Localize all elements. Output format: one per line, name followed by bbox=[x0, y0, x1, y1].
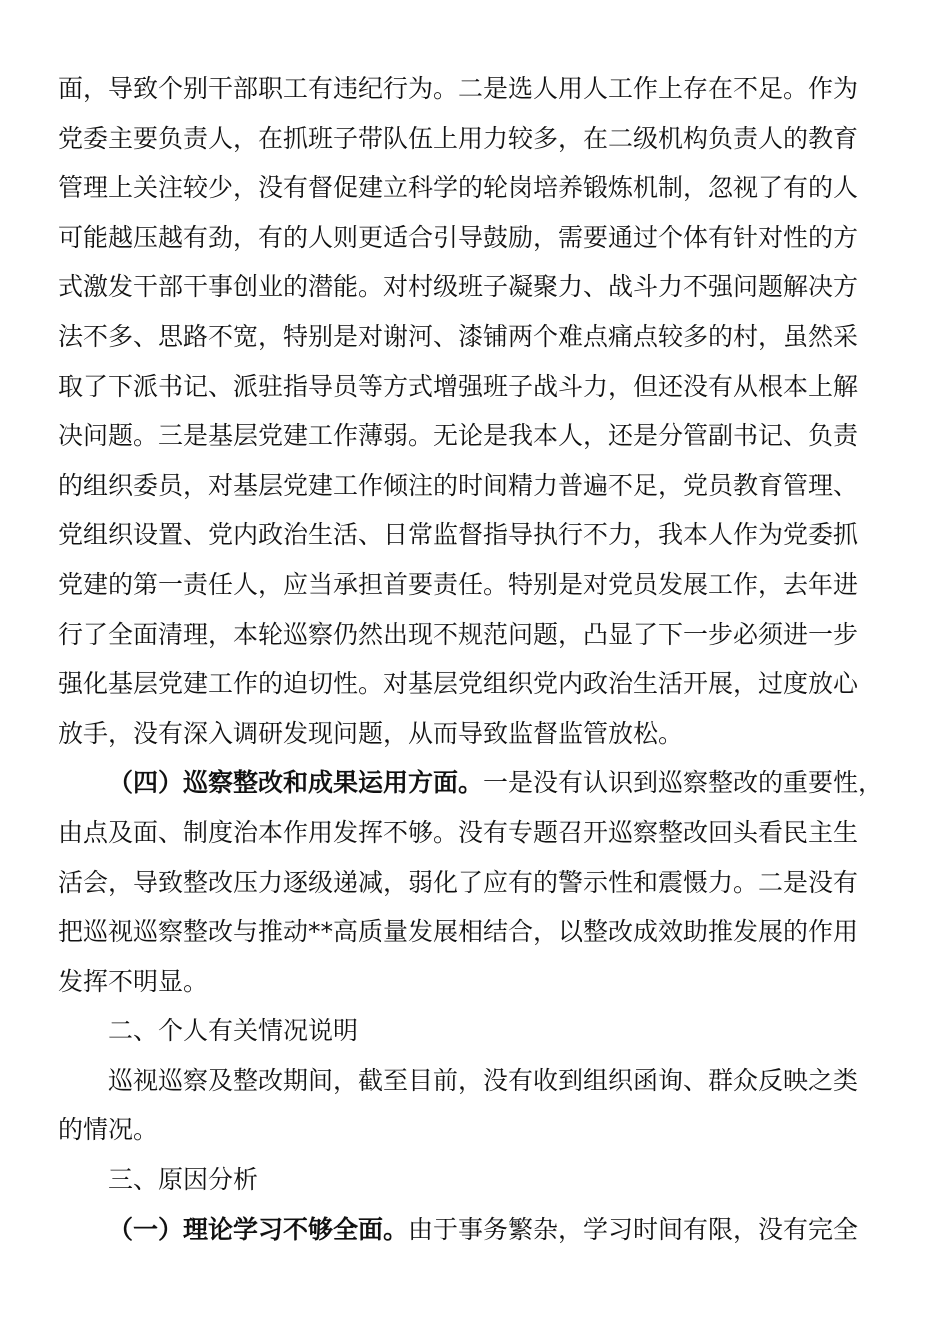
paragraph-line: 的情况。 bbox=[58, 1115, 159, 1145]
section-4-first-line bbox=[58, 758, 898, 808]
paragraph-line: 党委主要负责人，在抓班子带队伍上用力较多，在二级机构负责人的教育 bbox=[58, 123, 859, 153]
paragraph-line: 发挥不明显。 bbox=[58, 966, 209, 996]
paragraph-line: 法不多、思路不宽，特别是对谢河、漆铺两个难点痛点较多的村，虽然采 bbox=[58, 321, 859, 351]
paragraph-line: 党组织设置、党内政治生活、日常监督指导执行不力，我本人作为党委抓 bbox=[58, 520, 859, 550]
part-3-title: 三、原因分析 bbox=[108, 1165, 259, 1195]
paragraph-line: 取了下派书记、派驻指导员等方式增强班子战斗力，但还没有从根本上解 bbox=[58, 371, 859, 401]
paragraph-line: 强化基层党建工作的迫切性。对基层党组织党内政治生活开展，过度放心 bbox=[58, 669, 859, 699]
paragraph-line: 面，导致个别干部职工有违纪行为。二是选人用人工作上存在不足。作为 bbox=[58, 74, 859, 103]
part-3-heading: （一）理论学习不够全面。 bbox=[108, 1214, 409, 1244]
part-3-first-line bbox=[58, 1205, 898, 1255]
paragraph-line: 式激发干部干事创业的潜能。对村级班子凝聚力、战斗力不强问题解决方 bbox=[58, 272, 859, 302]
paragraph-line: 由点及面、制度治本作用发挥不够。没有专题召开巡察整改回头看民主生 bbox=[58, 817, 859, 847]
part-3-text: 由于事务繁杂，学习时间有限，没有完全 bbox=[408, 1214, 859, 1244]
paragraph-line: 管理上关注较少，没有督促建立科学的轮岗培养锻炼机制，忽视了有的人 bbox=[58, 173, 859, 203]
paragraph-line: 行了全面清理，本轮巡察仍然出现不规范问题，凸显了下一步必须进一步 bbox=[58, 619, 859, 649]
paragraph-line: 的组织委员，对基层党建工作倾注的时间精力普遍不足，党员教育管理、 bbox=[58, 470, 859, 500]
paragraph-line: 活会，导致整改压力逐级递减，弱化了应有的警示性和震慑力。二是没有 bbox=[58, 867, 859, 897]
paragraph-line: 决问题。三是基层党建工作薄弱。无论是我本人，还是分管副书记、负责 bbox=[58, 421, 859, 451]
paragraph-line: 放手，没有深入调研发现问题，从而导致监督监管放松。 bbox=[58, 718, 684, 748]
section-4-heading: （四）巡察整改和成果运用方面。 bbox=[108, 768, 484, 798]
document-body bbox=[58, 64, 898, 1254]
paragraph-line: 巡视巡察及整改期间，截至目前，没有收到组织函询、群众反映之类 bbox=[108, 1065, 859, 1095]
part-2-title: 二、个人有关情况说明 bbox=[108, 1016, 359, 1046]
paragraph-line: 可能越压越有劲，有的人则更适合引导鼓励，需要通过个体有针对性的方 bbox=[58, 222, 859, 252]
section-4-text: 一是没有认识到巡察整改的重要性， bbox=[483, 768, 884, 798]
paragraph-line: 把巡视巡察整改与推动**高质量发展相结合，以整改成效助推发展的作用 bbox=[58, 917, 859, 947]
paragraph-line: 党建的第一责任人，应当承担首要责任。特别是对党员发展工作，去年进 bbox=[58, 569, 859, 599]
